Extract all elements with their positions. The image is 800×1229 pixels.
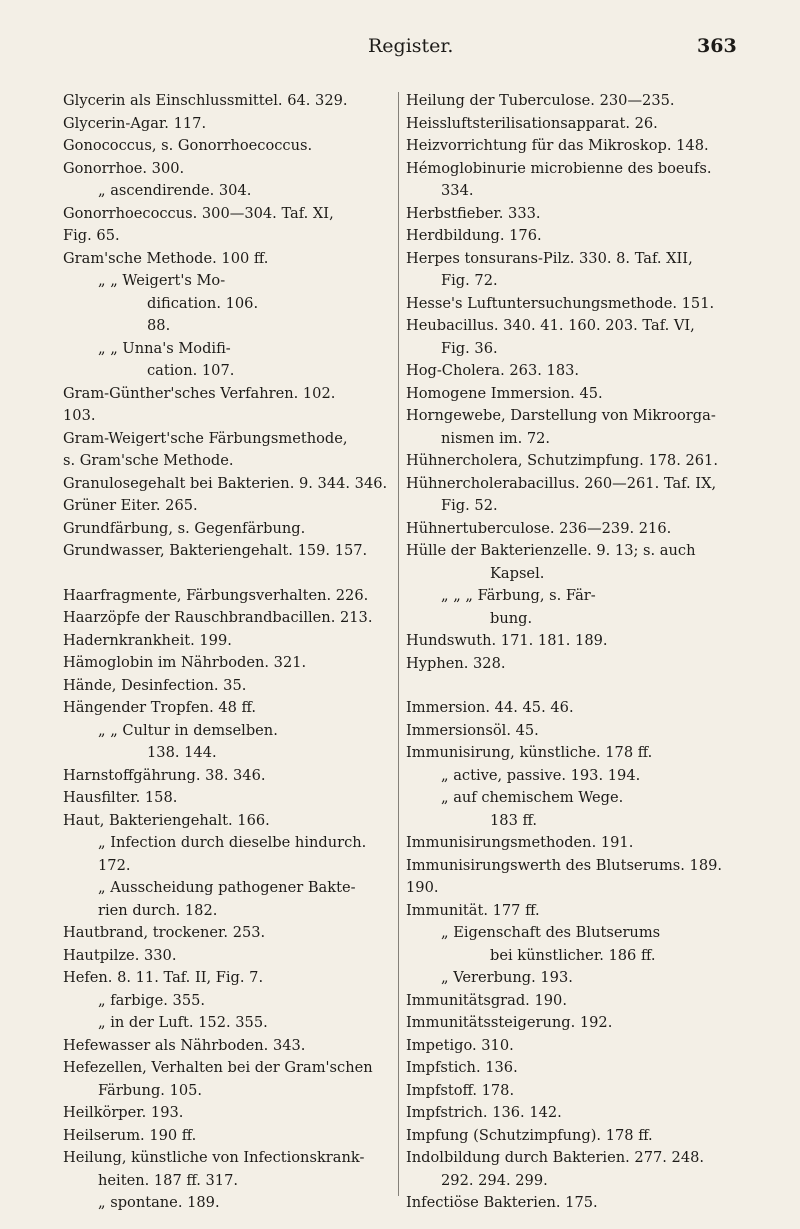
index-entry: Hefewasser als Nährboden. 343. xyxy=(63,1036,306,1054)
index-entry: Glycerin-Agar. 117. xyxy=(63,114,207,132)
index-entry: Fig. 52. xyxy=(441,497,498,514)
index-entry: 190. xyxy=(406,879,439,896)
index-entry: heiten. 187 ff. 317. xyxy=(98,1171,238,1189)
index-entry: Indolbildung durch Bakterien. 277. 248. xyxy=(406,1149,705,1166)
index-entry: „ „ Cultur in demselben. xyxy=(98,721,278,739)
index-entry: Granulosegehalt bei Bakterien. 9. 344. 346. xyxy=(63,474,388,492)
index-entry: „ „ Weigert's Mo- xyxy=(98,272,226,289)
index-entry: Immunitätsgrad. 190. xyxy=(406,991,567,1009)
index-entry: Gonorrhoe. 300. xyxy=(63,159,185,177)
index-entry: Immunisirung, künstliche. 178 ff. xyxy=(406,744,653,761)
index-entry: Hausfilter. 158. xyxy=(63,789,178,806)
index-entry: „ spontane. 189. xyxy=(98,1194,220,1211)
index-entry: „ auf chemischem Wege. xyxy=(441,789,624,806)
index-entry: „ active, passive. 193. 194. xyxy=(441,766,641,784)
index-entry: s. Gram'sche Methode. xyxy=(63,452,234,469)
index-entry: Impfstrich. 136. 142. xyxy=(406,1104,562,1121)
index-entry: Gram-Weigert'sche Färbungsmethode, xyxy=(63,429,348,447)
index-entry: 138. 144. xyxy=(147,744,217,761)
index-entry: Heilserum. 190 ff. xyxy=(63,1126,197,1144)
index-entry: Immunitätssteigerung. 192. xyxy=(406,1014,613,1031)
index-entry: 334. xyxy=(441,182,474,199)
index-entry: bei künstlicher. 186 ff. xyxy=(490,946,656,964)
index-entry: Impetigo. 310. xyxy=(406,1036,514,1054)
index-entry: Impfstich. 136. xyxy=(406,1059,518,1076)
index-entry: bung. xyxy=(490,609,533,627)
index-entry: Heilkörper. 193. xyxy=(63,1104,184,1121)
index-entry: Herpes tonsurans-Pilz. 330. 8. Taf. XII, xyxy=(406,249,693,267)
index-entry: Immersionsöl. 45. xyxy=(406,721,539,739)
index-column-right xyxy=(406,90,741,1215)
index-entry: Impfstoff. 178. xyxy=(406,1081,515,1099)
index-entry: „ Ausscheidung pathogener Bakte- xyxy=(98,879,356,896)
index-entry: Immunität. 177 ff. xyxy=(406,901,540,919)
index-entry: Horngewebe, Darstellung von Mikroorga- xyxy=(406,407,716,424)
index-entry: Haarzöpfe der Rauschbrandbacillen. 213. xyxy=(63,609,373,626)
page-title: Register. xyxy=(368,35,454,57)
index-entry: „ ascendirende. 304. xyxy=(98,182,252,199)
index-entry: Herbstfieber. 333. xyxy=(406,204,541,222)
index-entry: 103. xyxy=(63,407,96,424)
index-entry: Grundwasser, Bakteriengehalt. 159. 157. xyxy=(63,542,368,559)
index-entry: 292. 294. 299. xyxy=(441,1171,548,1189)
index-entry: Hundswuth. 171. 181. 189. xyxy=(406,632,608,649)
index-entry: Hefen. 8. 11. Taf. II, Fig. 7. xyxy=(63,969,264,986)
index-column-left xyxy=(63,90,393,1215)
index-entry: Infectiöse Bakterien. 175. xyxy=(406,1194,598,1211)
index-entry: Heilung der Tuberculose. 230—235. xyxy=(406,92,675,109)
index-entry: Gonococcus, s. Gonorrhoecoccus. xyxy=(63,137,313,154)
index-entry: Heubacillus. 340. 41. 160. 203. Taf. VI, xyxy=(406,317,695,334)
index-entry: Haut, Bakteriengehalt. 166. xyxy=(63,811,270,829)
index-entry: Färbung. 105. xyxy=(98,1081,203,1099)
index-entry: Immersion. 44. 45. 46. xyxy=(406,699,574,716)
index-entry: Grundfärbung, s. Gegenfärbung. xyxy=(63,519,306,537)
index-entry: Hyphen. 328. xyxy=(406,654,506,672)
index-entry: Fig. 36. xyxy=(441,339,498,357)
index-entry: „ Infection durch dieselbe hindurch. xyxy=(98,834,367,851)
index-entry: Immunisirungsmethoden. 191. xyxy=(406,834,634,851)
index-entry: Hühnertuberculose. 236—239. 216. xyxy=(406,519,672,537)
index-entry: Glycerin als Einschlussmittel. 64. 329. xyxy=(63,92,348,109)
index-entry: Gonorrhoecoccus. 300—304. Taf. XI, xyxy=(63,204,334,222)
index-entry: „ Eigenschaft des Blutserums xyxy=(441,924,661,941)
index-entry: 88. xyxy=(147,317,171,334)
index-entry: Harnstoffgährung. 38. 346. xyxy=(63,766,266,784)
index-entry: Hände, Desinfection. 35. xyxy=(63,676,247,694)
index-entry: Heissluftsterilisationsapparat. 26. xyxy=(406,114,658,132)
index-entry: Hautbrand, trockener. 253. xyxy=(63,924,266,941)
index-entry: „ farbige. 355. xyxy=(98,991,206,1009)
index-entry: rien durch. 182. xyxy=(98,901,218,919)
index-entry: Haarfragmente, Färbungsverhalten. 226. xyxy=(63,586,369,604)
index-entry: „ „ „ Färbung, s. Fär- xyxy=(441,587,596,604)
column-divider xyxy=(398,92,399,1196)
index-entry: Hülle der Bakterienzelle. 9. 13; s. auch xyxy=(406,542,696,559)
index-entry: Hog-Cholera. 263. 183. xyxy=(406,362,580,379)
index-entry: dification. 106. xyxy=(147,294,259,312)
index-entry: Hémoglobinurie microbienne des boeufs. xyxy=(406,159,712,177)
index-entry: Gram-Günther'sches Verfahren. 102. xyxy=(63,384,336,402)
index-entry: Hautpilze. 330. xyxy=(63,946,177,964)
index-entry: „ Vererbung. 193. xyxy=(441,969,573,986)
page-header xyxy=(0,35,800,65)
index-entry: Hadernkrankheit. 199. xyxy=(63,631,232,649)
index-entry: „ in der Luft. 152. 355. xyxy=(98,1014,268,1031)
page-number: 363 xyxy=(697,35,737,57)
index-entry: Heilung, künstliche von Infectionskrank- xyxy=(63,1149,365,1166)
index-entry: nismen im. 72. xyxy=(441,429,551,447)
index-entry: Kapsel. xyxy=(490,564,545,582)
index-entry: Hämoglobin im Nährboden. 321. xyxy=(63,654,307,671)
index-entry: Hühnercholera, Schutzimpfung. 178. 261. xyxy=(406,452,718,469)
index-entry: Immunisirungswerth des Blutserums. 189. xyxy=(406,856,723,874)
index-entry: 172. xyxy=(98,856,131,874)
index-entry: 183 ff. xyxy=(490,811,537,829)
index-entry: Herdbildung. 176. xyxy=(406,227,542,244)
index-entry: Hefezellen, Verhalten bei der Gram'schen xyxy=(63,1059,373,1076)
index-entry: Fig. 65. xyxy=(63,227,120,244)
index-entry: cation. 107. xyxy=(147,362,235,379)
index-entry: Grüner Eiter. 265. xyxy=(63,497,198,514)
index-entry: „ „ Unna's Modifi- xyxy=(98,339,231,357)
index-entry: Fig. 72. xyxy=(441,272,498,289)
index-entry: Homogene Immersion. 45. xyxy=(406,384,603,402)
section-gap xyxy=(406,675,741,697)
index-entry: Heizvorrichtung für das Mikroskop. 148. xyxy=(406,137,709,154)
index-entry: Hängender Tropfen. 48 ff. xyxy=(63,699,257,716)
index-entry: Hühnercholerabacillus. 260—261. Taf. IX, xyxy=(406,474,717,492)
index-entry: Hesse's Luftuntersuchungsmethode. 151. xyxy=(406,294,715,312)
index-entry: Gram'sche Methode. 100 ff. xyxy=(63,249,269,267)
index-entry: Impfung (Schutzimpfung). 178 ff. xyxy=(406,1126,653,1144)
section-gap xyxy=(63,563,393,585)
